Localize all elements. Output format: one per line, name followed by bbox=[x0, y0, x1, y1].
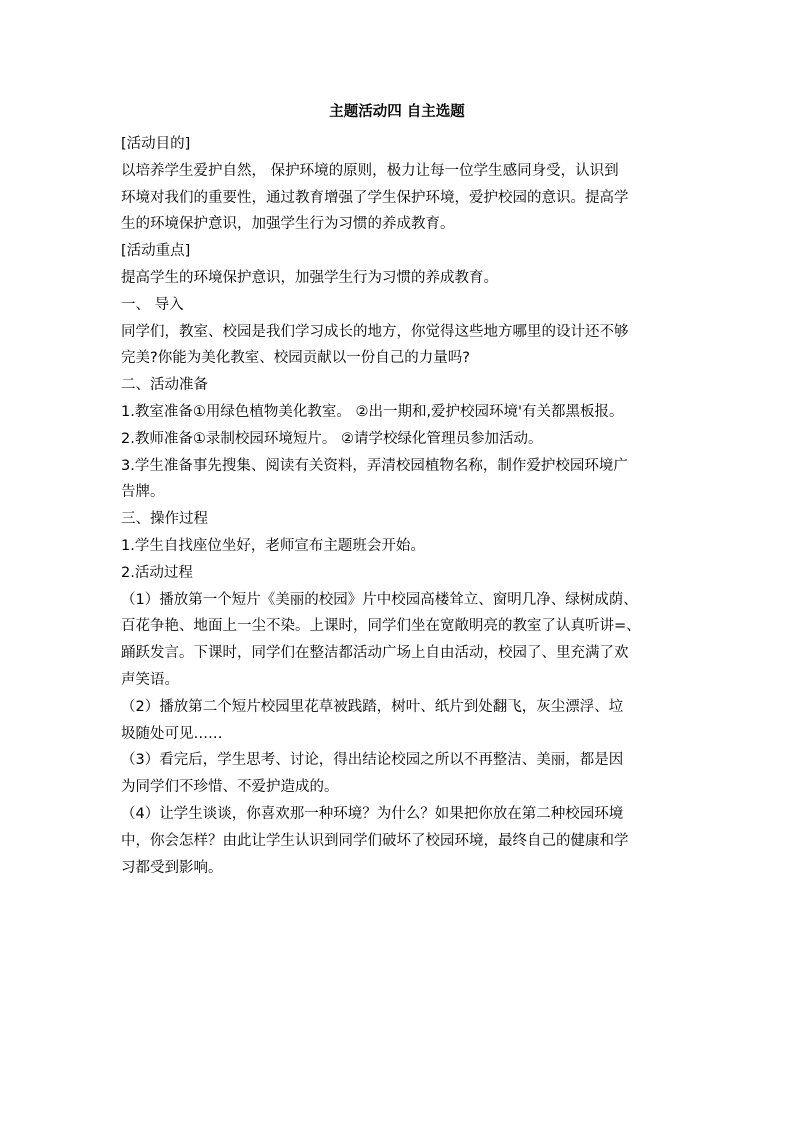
body-line: 告牌。 bbox=[121, 484, 165, 501]
body-line: 一、 导入 bbox=[121, 296, 184, 313]
body-line: 二、活动准备 bbox=[121, 377, 208, 394]
body-line: （2）播放第二个短片校园里花草被践踏，树叶、纸片到处翻飞，灰尘漂浮、垃 bbox=[121, 698, 624, 715]
body-line: 同学们，教室、校园是我们学习成长的地方，你觉得这些地方哪里的设计还不够 bbox=[121, 323, 629, 340]
body-line: 圾随处可见…… bbox=[121, 725, 223, 742]
body-line: 踊跃发言。下课时，同学们在整洁都活动广场上自由活动，校园了、里充满了欢 bbox=[121, 645, 629, 662]
body-line: 声笑语。 bbox=[121, 671, 179, 688]
body-line: （1）播放第一个短片《美丽的校园》片中校园高楼耸立、窗明几净、绿树成荫、 bbox=[121, 591, 638, 608]
body-line: 为同学们不珍惜、不爱护造成的。 bbox=[121, 779, 339, 796]
body-line: 习都受到影响。 bbox=[121, 859, 223, 876]
body-line: 2.活动过程 bbox=[121, 564, 193, 581]
body-line: 1.学生自找座位坐好，老师宣布主题班会开始。 bbox=[121, 537, 425, 554]
body-line: 百花争艳、地面上一尘不染。上课时，同学们坐在宽敞明亮的教室了认真听讲=、 bbox=[121, 618, 641, 635]
body-line: 三、操作过程 bbox=[121, 511, 208, 528]
body-line: （3）看完后，学生思考、讨论，得出结论校园之所以不再整洁、美丽，都是因 bbox=[121, 752, 624, 769]
body-line: 1.教室准备①用绿色植物美化教室。 ②出一期和,爱护校园环境'有关都黑板报。 bbox=[121, 403, 624, 420]
body-line: 中，你会怎样？由此让学生认识到同学们破坏了校园环境，最终自己的健康和学 bbox=[121, 832, 629, 849]
body-line: [活动目的] bbox=[121, 136, 191, 152]
body-line: 以培养学生爱护自然， 保护环境的原则，极力让每一位学生感同身受，认识到 bbox=[121, 162, 619, 179]
body-line: 环境对我们的重要性，通过教育增强了学生保护环境，爱护校园的意识。提高学 bbox=[121, 189, 629, 206]
body-line: 3.学生准备事先搜集、阅读有关资料，弄清校园植物名称，制作爱护校园环境广 bbox=[121, 457, 628, 474]
body-line: 提高学生的环境保护意识，加强学生行为习惯的养成教育。 bbox=[121, 269, 498, 286]
body-line: 2.教师准备①录制校园环境短片。 ②请学校绿化管理员参加活动。 bbox=[121, 430, 543, 447]
body-line: [活动重点] bbox=[121, 243, 191, 260]
document-body bbox=[121, 131, 677, 881]
body-line: 完美?你能为美化教室、校园贡献以一份自己的力量吗? bbox=[121, 350, 470, 367]
document-title: 主题活动四 自主选题 bbox=[329, 104, 465, 120]
body-line: 生的环境保护意识，加强学生行为习惯的养成教育。 bbox=[121, 216, 455, 233]
body-line: （4）让学生谈谈，你喜欢那一种环境？为什么？如果把你放在第二种校园环境 bbox=[121, 805, 624, 822]
